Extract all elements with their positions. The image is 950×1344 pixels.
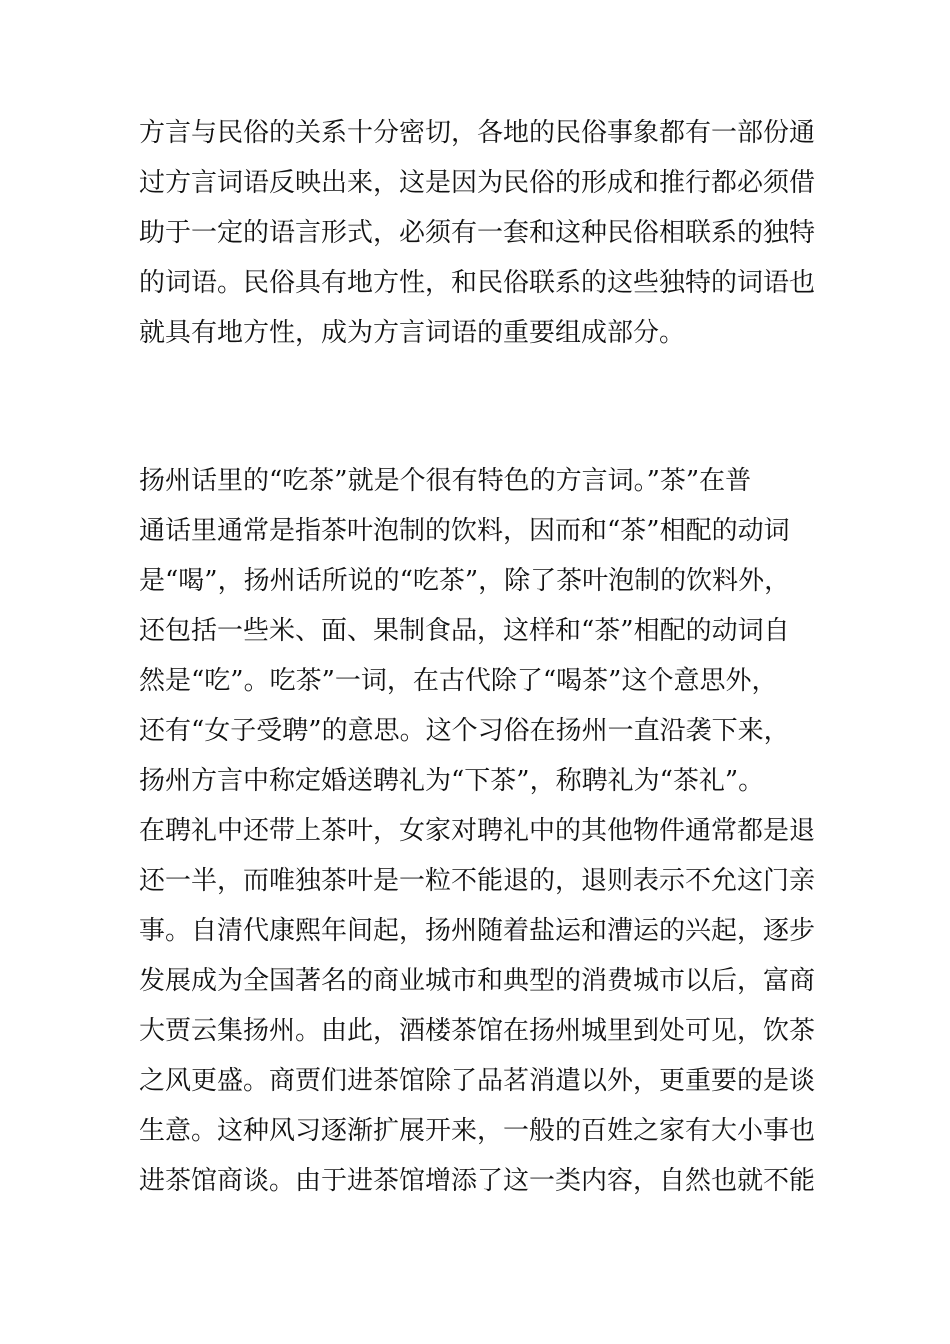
paragraph-line: 在聘礼中还带上茶叶，女家对聘礼中的其他物件通常都是退 [139,816,816,846]
paragraph-line: 还包括一些米、面、果制食品，这样和“茶”相配的动词自 [139,616,790,646]
paragraph-line: 的词语。民俗具有地方性，和民俗联系的这些独特的词语也 [139,268,816,298]
paragraph-line: 之风更盛。商贾们进茶馆除了品茗消遣以外，更重要的是谈 [139,1066,816,1096]
paragraph-line: 还有“女子受聘”的意思。这个习俗在扬州一直沿袭下来， [139,716,790,746]
paragraph-line: 助于一定的语言形式，必须有一套和这种民俗相联系的独特 [139,218,816,248]
paragraph-line: 方言与民俗的关系十分密切，各地的民俗事象都有一部份通 [139,118,816,148]
paragraph-line: 事。自清代康熙年间起，扬州随着盐运和漕运的兴起，逐步 [139,916,816,946]
paragraph-line: 通话里通常是指茶叶泡制的饮料，因而和“茶”相配的动词 [139,516,790,546]
paragraph-line: 大贾云集扬州。由此，酒楼茶馆在扬州城里到处可见，饮茶 [139,1016,816,1046]
paragraph-line: 扬州话里的“吃茶”就是个很有特色的方言词。”茶”在普 [139,466,752,496]
paragraph-line: 发展成为全国著名的商业城市和典型的消费城市以后，富商 [139,966,816,996]
paragraph-line: 进茶馆商谈。由于进茶馆增添了这一类内容，自然也就不能 [139,1166,816,1196]
paragraph-line: 还一半，而唯独茶叶是一粒不能退的，退则表示不允这门亲 [139,866,816,896]
paragraph-line: 扬州方言中称定婚送聘礼为“下茶”，称聘礼为“茶礼”。 [139,766,765,796]
paragraph-line: 就具有地方性，成为方言词语的重要组成部分。 [139,318,686,348]
paragraph-line: 生意。这种风习逐渐扩展开来，一般的百姓之家有大小事也 [139,1116,816,1146]
paragraph-line: 然是“吃”。吃茶”一词，在古代除了“喝茶”这个意思外， [139,666,778,696]
paragraph-line: 是“喝”，扬州话所说的“吃茶”，除了茶叶泡制的饮料外， [139,566,791,596]
paragraph-line: 过方言词语反映出来，这是因为民俗的形成和推行都必须借 [139,168,816,198]
